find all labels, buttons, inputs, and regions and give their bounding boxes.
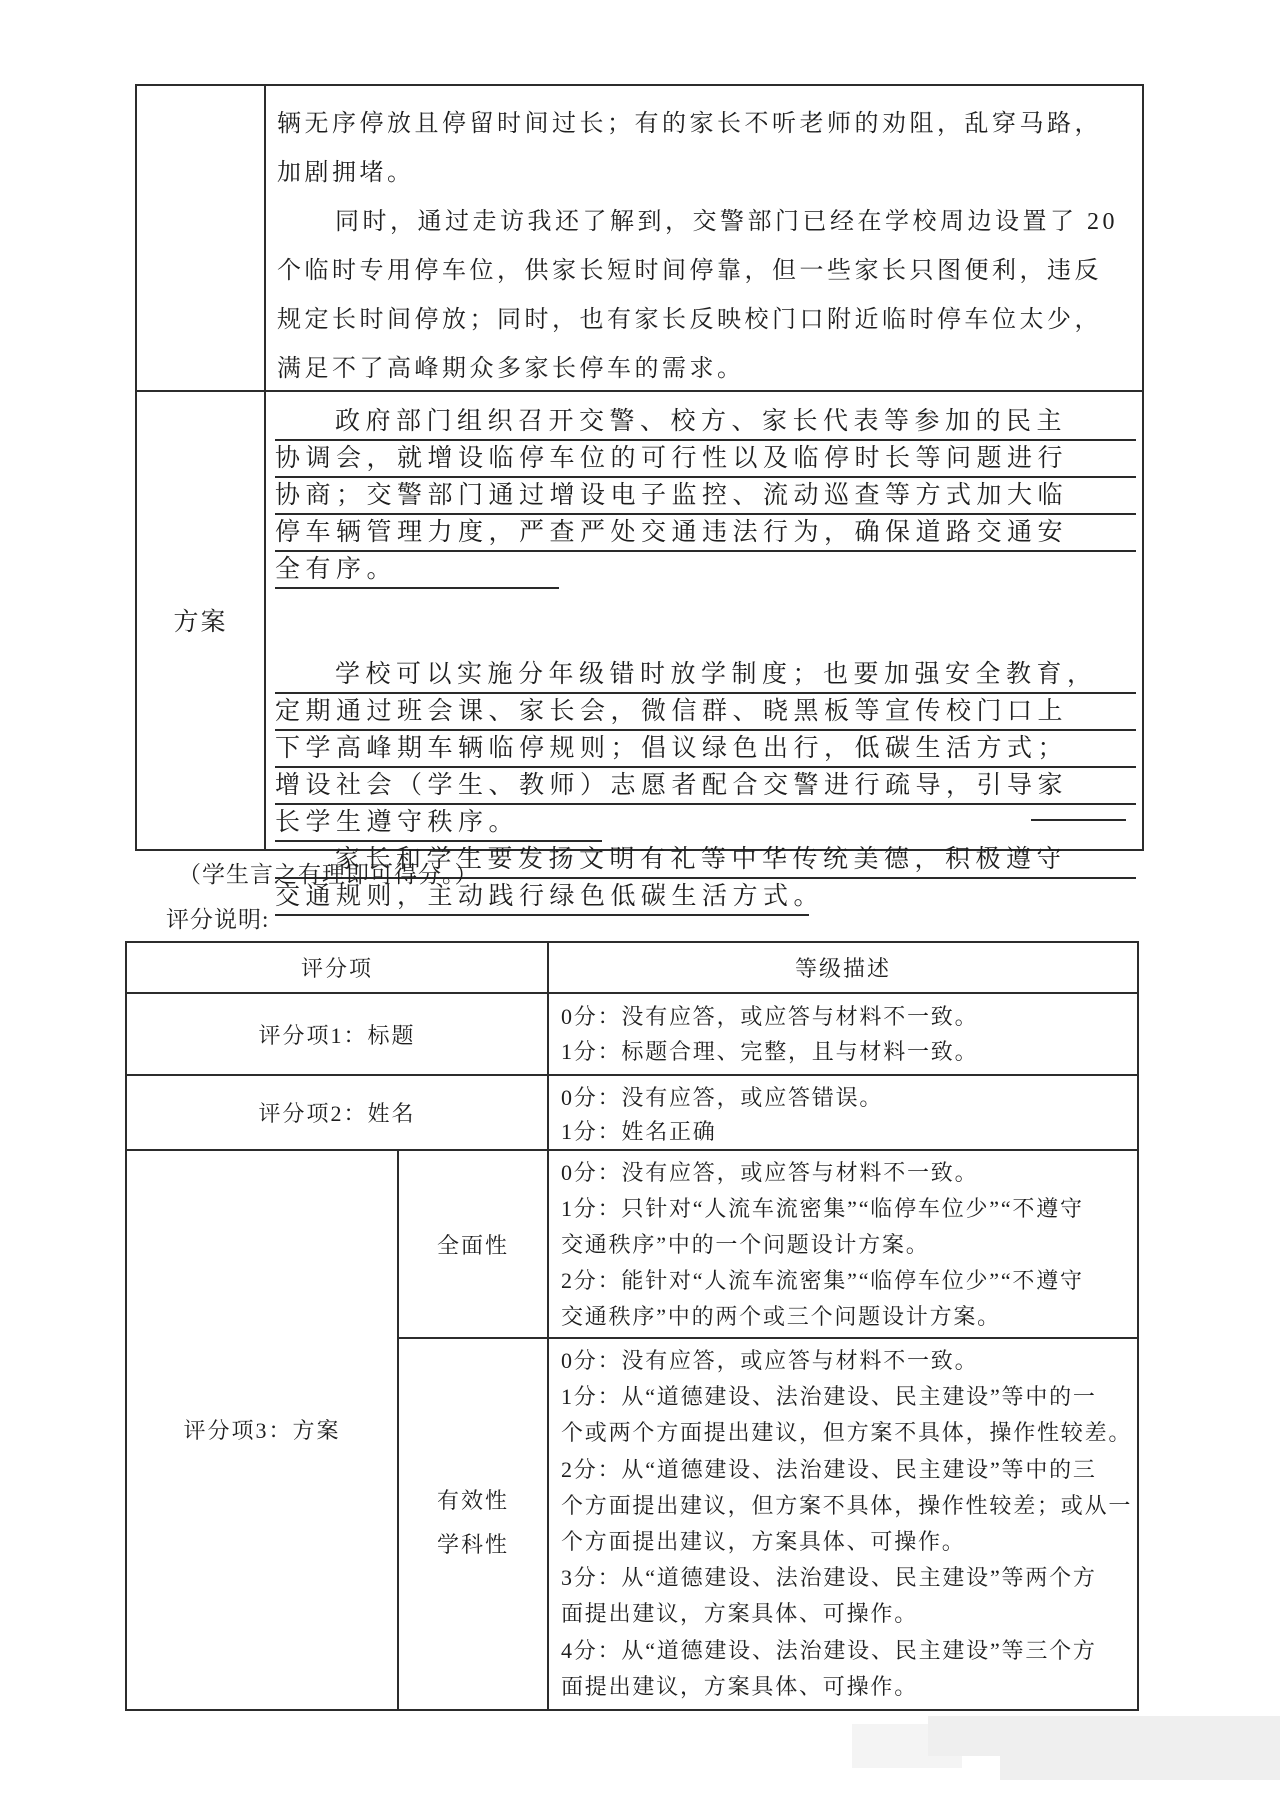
rubric-line: 2分：从“道德建设、法治建设、民主建设”等中的三 <box>561 1456 1097 1482</box>
rubric-table <box>125 941 1139 1711</box>
rubric-line: 2分：能针对“人流车流密集”“临停车位少”“不遵守 <box>561 1268 1084 1293</box>
row-desc-name <box>561 1081 1131 1149</box>
rubric-heading: 评分说明: <box>166 907 270 932</box>
row-label-plan: 评分项3：方案 <box>183 1417 341 1443</box>
row-desc-title <box>561 999 1131 1069</box>
grading-note: （学生言之有理即可得分。） <box>178 862 479 887</box>
rubric-line: 0分：没有应答，或应答与材料不一致。 <box>561 1348 979 1373</box>
rubric-line: 1分：标题合理、完整，且与材料一致。 <box>561 1039 979 1064</box>
subject-relevance-label-line: 学科性 <box>436 1532 509 1557</box>
rubric-line: 交通秩序”中的两个或三个问题设计方案。 <box>561 1304 1001 1329</box>
rubric-main-column-divider <box>547 943 549 1709</box>
rubric-line: 1分：从“道德建设、法治建设、民主建设”等中的一 <box>561 1384 1097 1410</box>
scan-artifact <box>1000 1742 1280 1780</box>
rubric-line: 交通秩序”中的一个问题设计方案。 <box>561 1232 930 1257</box>
plan-row-label: 方案 <box>173 608 228 636</box>
row-label-name: 评分项2：姓名 <box>258 1101 416 1126</box>
rubric-line: 4分：从“道德建设、法治建设、民主建设”等三个方 <box>561 1637 1097 1663</box>
rubric-line: 0分：没有应答，或应答与材料不一致。 <box>561 1160 979 1185</box>
header-cell-criteria: 评分项 <box>300 956 373 981</box>
plan-line: 下学高峰期车辆临停规则；倡议绿色出行，低碳生活方式； <box>275 731 1136 768</box>
rubric-line: 0分：没有应答，或应答与材料不一致。 <box>561 1004 979 1029</box>
plan-line: 协商；交警部门通过增设电子监控、流动巡查等方式加大临 <box>275 478 1136 515</box>
subrow-label-comprehensiveness: 全面性 <box>436 1232 509 1258</box>
rubric-line: 0分：没有应答，或应答错误。 <box>561 1085 884 1110</box>
row-label-title: 评分项1：标题 <box>258 1022 416 1048</box>
plan-line: 协调会，就增设临停车位的可行性以及临停时长等问题进行 <box>275 441 1136 478</box>
rubric-line: 1分：只针对“人流车流密集”“临停车位少”“不遵守 <box>561 1196 1084 1221</box>
findings-line: 同时，通过走访我还了解到，交警部门已经在学校周边设置了 20 <box>335 209 1118 235</box>
plan-line: 停车辆管理力度，严查严处交通违法行为，确保道路交通安 <box>275 515 1136 552</box>
plan-line: 定期通过班会课、家长会，微信群、晓黑板等宣传校门口上 <box>275 694 1136 731</box>
findings-line: 辆无序停放且停留时间过长；有的家长不听老师的劝阻，乱穿马路， <box>277 111 1102 137</box>
plan-line: 增设社会（学生、教师）志愿者配合交警进行疏导，引导家 <box>275 768 1136 805</box>
subrow-desc-comprehensiveness <box>561 1155 1131 1335</box>
plan-line: 全有序。 <box>275 552 559 589</box>
subrow-label-effectiveness <box>399 1339 547 1707</box>
plan-line: 家长和学生要发扬文明有礼等中华传统美德，积极遵守 <box>275 842 1136 879</box>
findings-line: 规定长时间停放；同时，也有家长反映校门口附近临时停车位太少， <box>277 307 1102 333</box>
rubric-line: 1分：姓名正确 <box>561 1119 717 1144</box>
stray-underline-mark <box>1031 819 1126 821</box>
plan-line: 学校可以实施分年级错时放学制度；也要加强安全教育， <box>275 657 1136 694</box>
findings-line: 满足不了高峰期众多家长停车的需求。 <box>277 356 745 382</box>
paragraph-gap <box>275 589 1136 657</box>
answer-table-column-divider <box>264 86 266 849</box>
rubric-line: 面提出建议，方案具体、可操作。 <box>561 1673 919 1699</box>
header-cell-description: 等级描述 <box>794 956 891 981</box>
rubric-line: 3分：从“道德建设、法治建设、民主建设”等两个方 <box>561 1565 1097 1591</box>
findings-line: 加剧拥堵。 <box>277 160 415 186</box>
rubric-line: 个方面提出建议，但方案不具体，操作性较差；或从一 <box>561 1492 1133 1518</box>
rubric-line: 面提出建议，方案具体、可操作。 <box>561 1601 919 1627</box>
plan-line: 政府部门组织召开交警、校方、家长代表等参加的民主 <box>275 404 1136 441</box>
plan-line: 长学生遵守秩序。 <box>275 805 602 842</box>
subrow-desc-effectiveness <box>561 1343 1131 1705</box>
rubric-line: 个或两个方面提出建议，但方案不具体，操作性较差。 <box>561 1420 1133 1446</box>
findings-line: 个临时专用停车位，供家长短时间停靠，但一些家长只图便利，违反 <box>277 258 1102 284</box>
findings-cell <box>267 100 1138 388</box>
rubric-line: 个方面提出建议，方案具体、可操作。 <box>561 1529 966 1555</box>
plan-line: 交通规则，主动践行绿色低碳生活方式。 <box>275 879 809 916</box>
effectiveness-label-line: 有效性 <box>436 1488 509 1513</box>
